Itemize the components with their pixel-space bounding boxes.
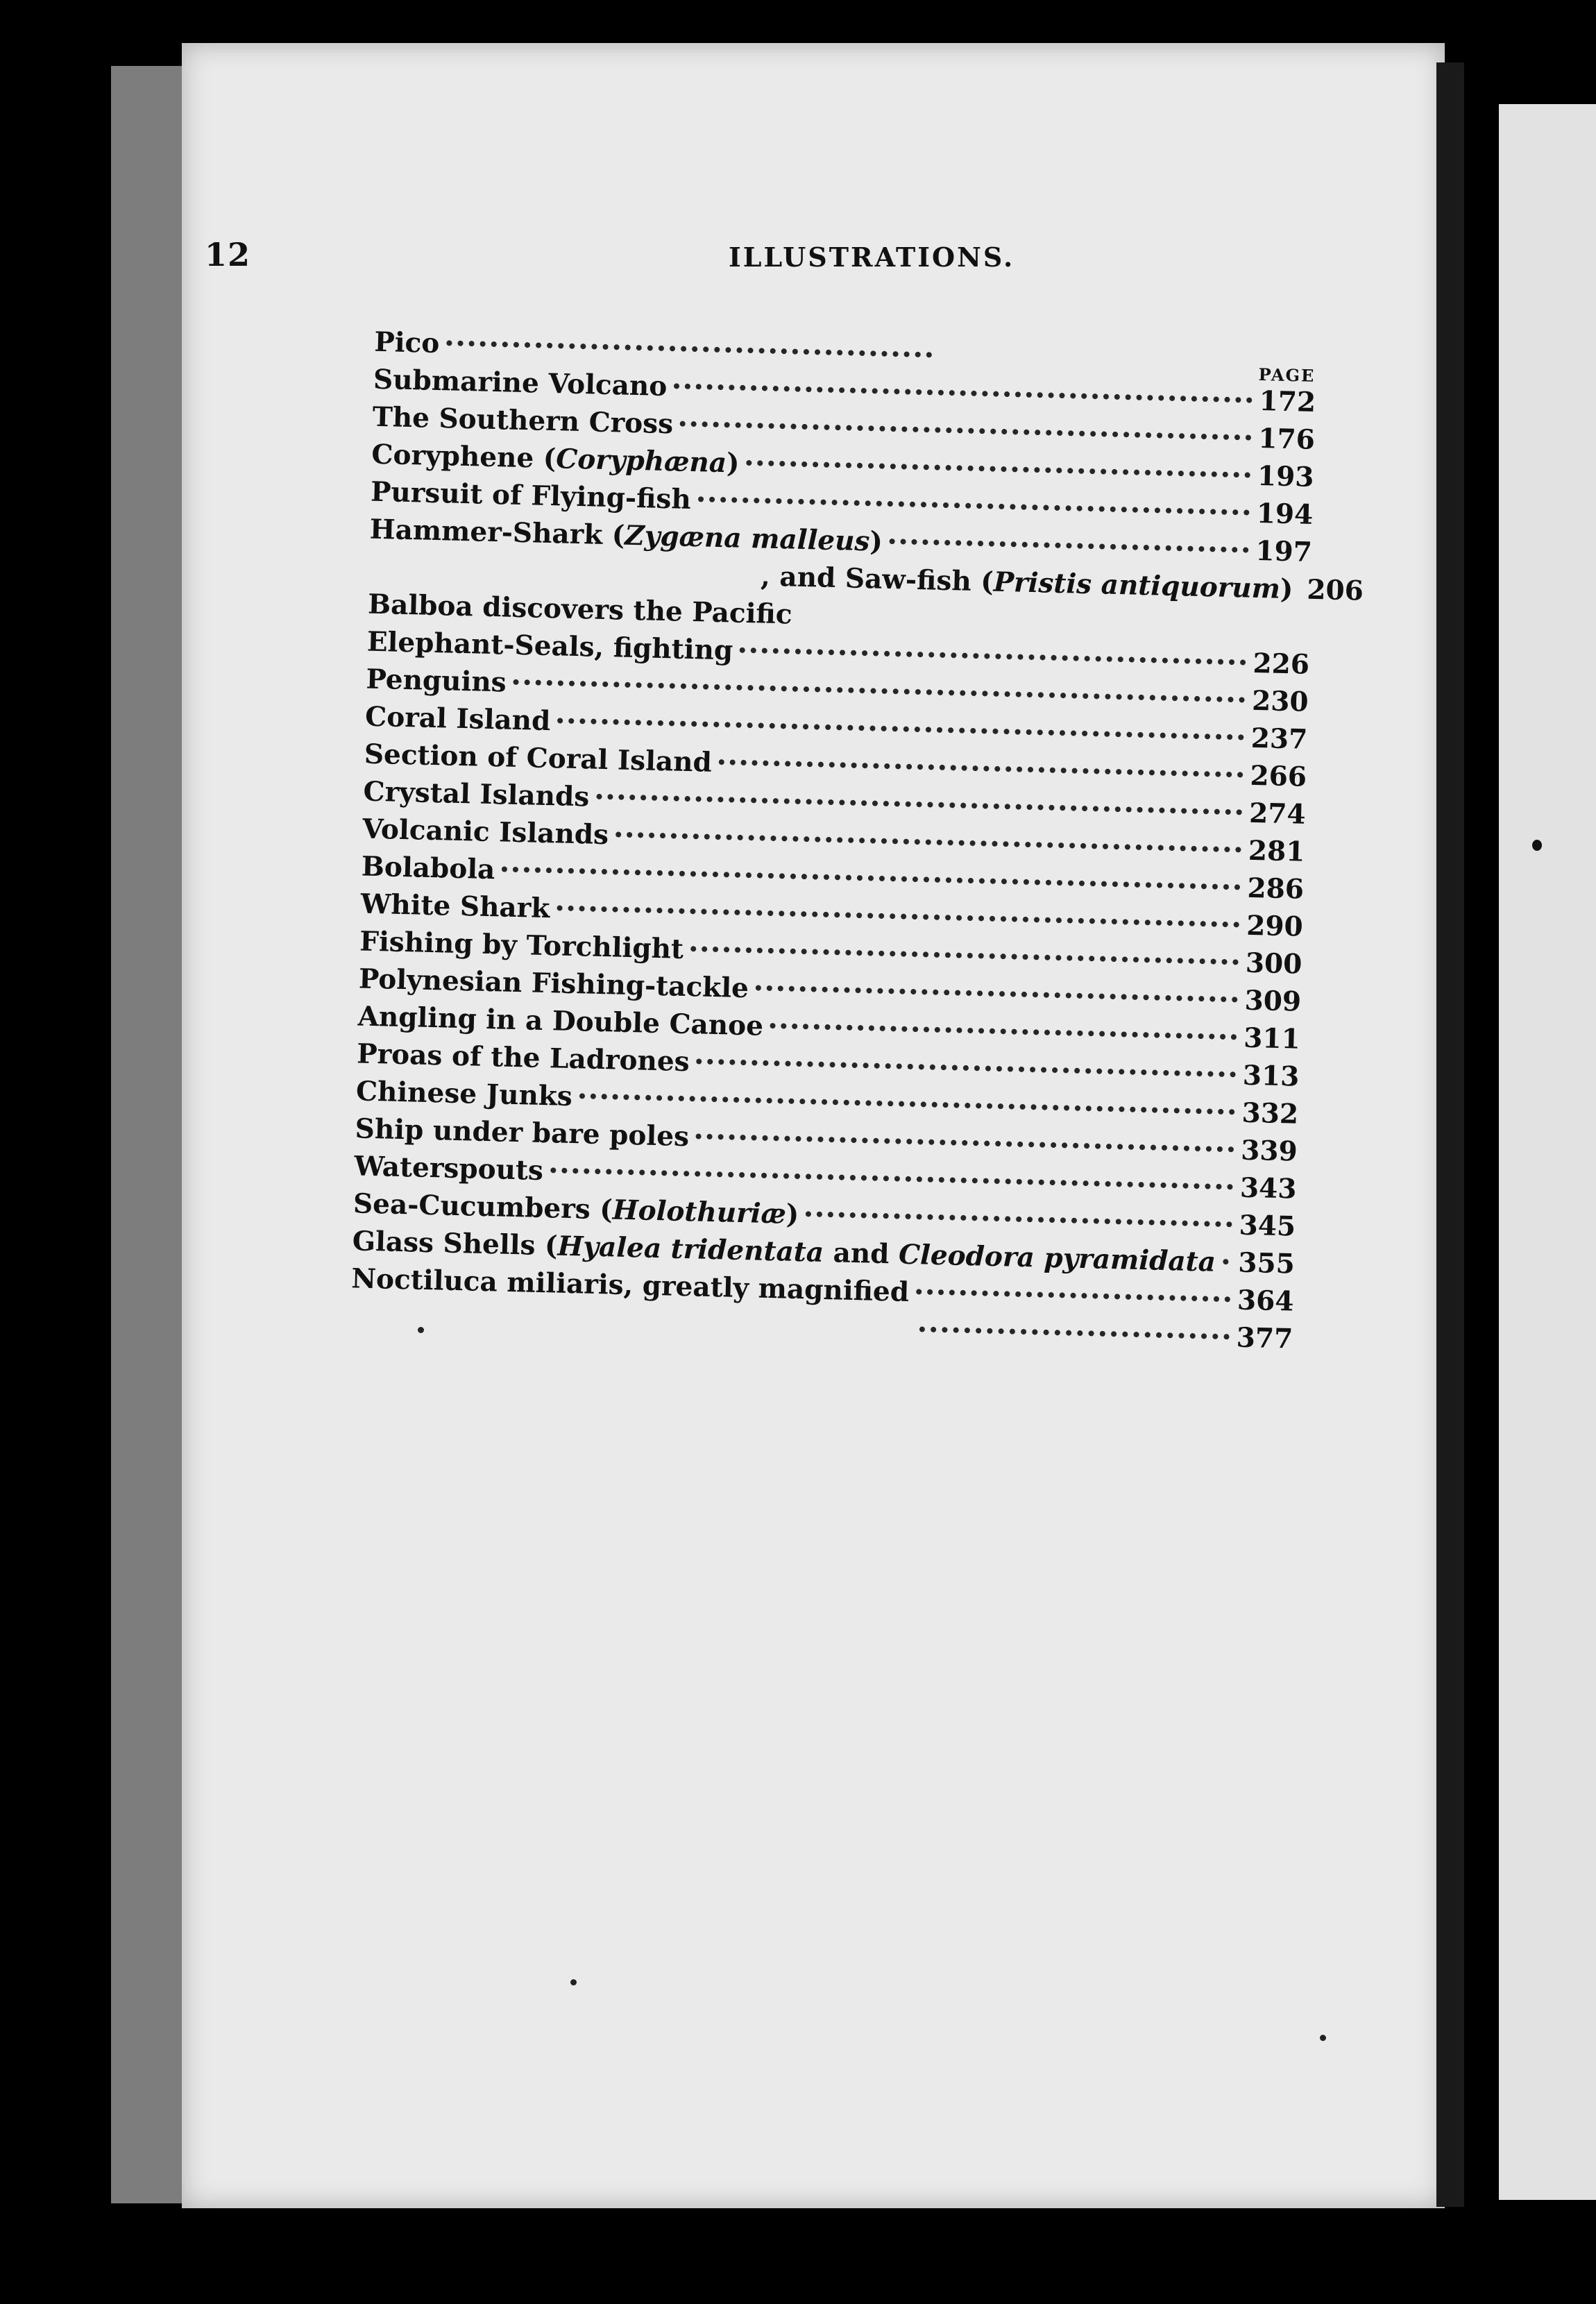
entry-title: Crystal Islands: [363, 775, 590, 813]
entry-page: 332: [1241, 1096, 1299, 1130]
dot-leader: [550, 1167, 1233, 1189]
entry-title: Polynesian Fishing-tackle: [358, 963, 749, 1005]
dot-leader: [698, 496, 1250, 515]
entry-title: Sea-Cucumbers (Holothuriæ): [353, 1187, 799, 1231]
dot-leader: [680, 421, 1251, 441]
entry-title: Glass Shells (Hyalea tridentata and Cleodora pyramidata: [352, 1225, 1216, 1278]
entry-title: Ship under bare poles: [355, 1112, 690, 1153]
entry-page: 311: [1243, 1022, 1301, 1056]
entry-title: Section of Coral Island: [364, 738, 713, 779]
entry-title: Chinese Junks: [355, 1075, 573, 1113]
page-header: [0, 236, 1596, 278]
book-page-edge: [111, 66, 192, 2203]
dot-leader: [579, 1093, 1235, 1115]
dot-leader: [616, 831, 1241, 852]
entry-page: 364: [1237, 1284, 1295, 1318]
entry-page: 345: [1239, 1209, 1296, 1243]
entry-title: Angling in a Double Canoe: [357, 1000, 764, 1042]
entry-page: 290: [1246, 909, 1304, 943]
entry-title: Pico: [373, 325, 440, 360]
entry-page: 226: [1252, 647, 1310, 681]
stray-dot: [1320, 2035, 1326, 2041]
entry-page: 176: [1257, 422, 1316, 456]
entry-page: 281: [1248, 834, 1305, 868]
entry-page: 172: [1259, 384, 1316, 418]
dot-leader: [596, 794, 1242, 815]
entry-page: 343: [1239, 1171, 1297, 1205]
running-title: ILLUSTRATIONS.: [729, 242, 1015, 273]
facing-page: [1499, 104, 1596, 2200]
entry-page: 355: [1237, 1246, 1296, 1280]
dot-leader: [806, 1211, 1232, 1227]
dot-leader: [719, 759, 1243, 777]
entry-page: 274: [1248, 797, 1307, 831]
entry-title: Balboa discovers the Pacific: [367, 588, 793, 631]
dot-leader: [690, 946, 1239, 965]
stray-dot: [418, 1327, 424, 1333]
page-column-label: PAGE: [1258, 364, 1316, 386]
dot-leader: [770, 1023, 1237, 1040]
dot-leader: [740, 647, 1246, 666]
dot-leader: [513, 679, 1246, 703]
entry-page: 193: [1257, 459, 1315, 493]
entry-title: , and Saw-fish (Pristis antiquorum): [760, 560, 1293, 606]
dot-leader: [557, 905, 1239, 927]
entry-title: Coral Island: [364, 700, 551, 738]
entry-page: 300: [1245, 947, 1302, 981]
dot-leader: [557, 718, 1244, 740]
entry-title: Hammer-Shark (Zygæna malleus): [369, 513, 883, 558]
dot-leader: [919, 1326, 1230, 1339]
page-number: 12: [205, 236, 251, 273]
entry-title: Proas of the Ladrones: [356, 1037, 690, 1078]
dot-leader: [746, 460, 1250, 478]
entry-title: Waterspouts: [353, 1150, 544, 1187]
entry-title: Coryphene (Coryphæna): [371, 438, 740, 480]
entry-page: 339: [1240, 1134, 1298, 1168]
entry-page: 197: [1255, 534, 1313, 568]
dot-leader: [502, 866, 1240, 890]
entry-page: 230: [1251, 684, 1309, 718]
entry-page: 237: [1250, 722, 1308, 756]
illustrations-list: [0, 317, 1595, 1355]
entry-page: 309: [1244, 984, 1302, 1018]
entry-page: 286: [1247, 872, 1305, 906]
dot-leader: [674, 383, 1253, 403]
facing-page-mark: [1532, 840, 1542, 851]
entry-page: 313: [1242, 1059, 1300, 1093]
dot-leader: [696, 1133, 1234, 1152]
entry-title: The Southern Cross: [372, 400, 674, 441]
entry-title: Noctiluca miliaris, greatly magnified: [350, 1262, 910, 1308]
dot-leader: [697, 1058, 1236, 1077]
dot-leader: [916, 1289, 1230, 1302]
entry-page: [1254, 635, 1308, 636]
dot-leader: [1223, 1259, 1232, 1264]
dot-leader: [890, 539, 1249, 553]
entry-page: 377: [1236, 1321, 1293, 1355]
entry-page: 194: [1256, 497, 1314, 531]
entry-title: Volcanic Islands: [362, 813, 609, 852]
entry-title: Submarine Volcano: [373, 363, 668, 403]
entry-title: Fishing by Torchlight: [359, 925, 684, 965]
entry-title: Pursuit of Flying-fish: [370, 475, 692, 516]
entry-page: 266: [1249, 759, 1307, 793]
dot-leader: [799, 617, 1246, 628]
stray-dot: [570, 1979, 577, 1985]
dot-leader: [446, 340, 932, 357]
entry-title: Bolabola: [361, 850, 495, 886]
entry-title: Elephant-Seals, fighting: [366, 625, 733, 667]
entry-title: White Shark: [360, 888, 550, 925]
entry-page: 206: [1306, 573, 1364, 607]
book-spine-shadow: [1436, 62, 1464, 2207]
book-page: [182, 43, 1445, 2208]
entry-page: [939, 365, 993, 366]
entry-title: Penguins: [366, 663, 507, 699]
dot-leader: [756, 985, 1238, 1002]
